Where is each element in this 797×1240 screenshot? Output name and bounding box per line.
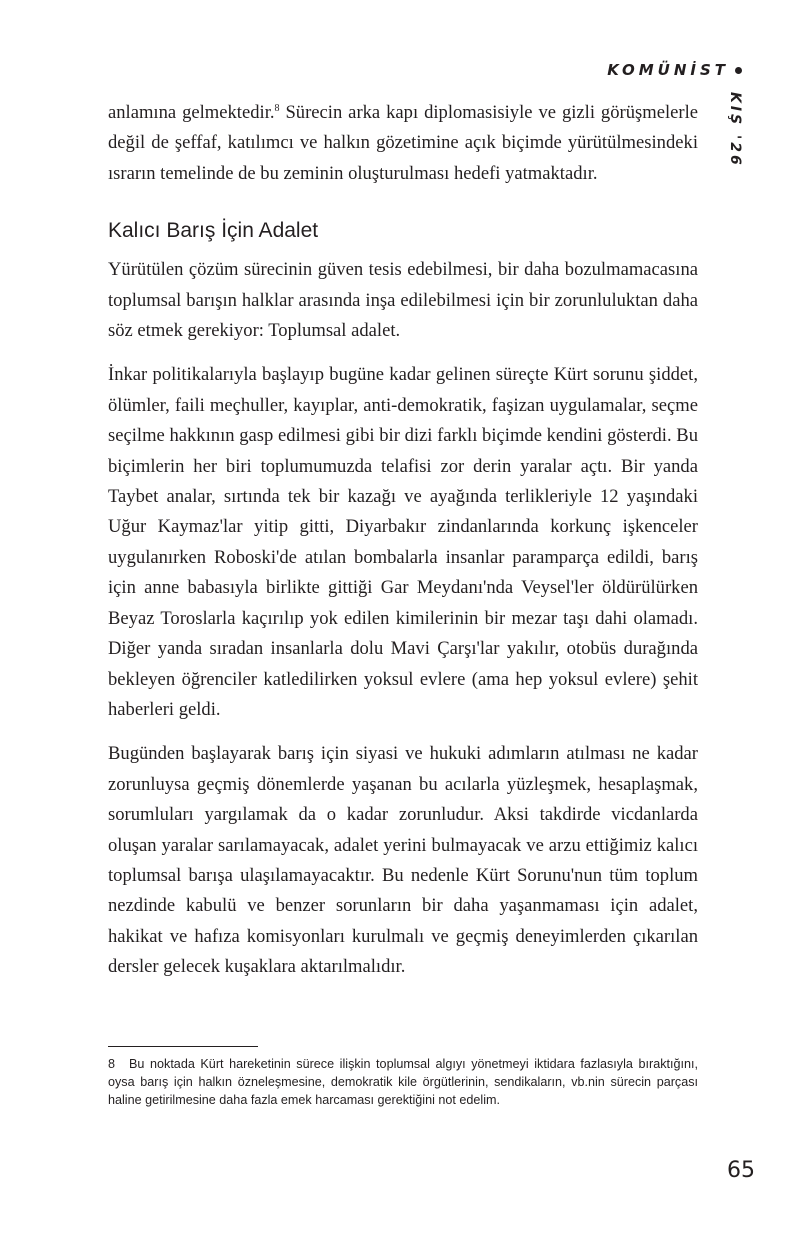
footnote-reference[interactable]: 8 [274,103,280,114]
footnote-number: 8 [108,1057,116,1071]
page-number: 65 [727,1158,755,1183]
bullet-dot-icon [735,67,742,74]
issue-tag: KIŞ '26 [727,92,743,168]
paragraph-3: İnkar politikalarıyla başlayıp bugüne kadar gelinen süreçte Kürt sorunu şiddet, ölümler, faili meçhuller, kayıplar, anti-demokratik, faşizan uygulamalar, seçme seçilme hakkının gasp edilmesi gibi bir dizi farklı biçimde kendini gösterdi. Bu biçimlerin her biri toplumumuzda telafisi zor derin yaralar açtı. Bir yanda Taybet analar, sırtında tek bir kazağı ve ayağında terlikleriyle 12 yaşındaki Uğur Kaymaz'lar yitip gitti, Diyarbakır zindanlarında korkunç işkenceler uygulanırken Roboski'de atılan bombalarla insanlar paramparça edildi, barış için anne babasıyla birlikte gittiği Gar Meydanı'nda Veysel'ler öldürülürken Beyaz Toroslarla kaçırılıp yok edilen kimilerinin bir mezar taşı dahi olamadı. Diğer yanda sıradan insanlarla dolu Mavi Çarşı'lar yakılır, otobüs durağında bekleyen öğrenciler katledilirken yoksul evlere (ama hep yoksul evlere) şehit haberleri geldi. [108,364,698,720]
paragraph-4: Bugünden başlayarak barış için siyasi ve hukuki adımların atılması ne kadar zorunluysa geçmiş dönemlerde yaşanan bu acılarla yüzleşmek, hesaplaşmak, sorumluları yargılamak da o kadar zorunludur. Aksi takdirde vicdanlarda oluşan yaralar sarılamayacak, adalet yerini bulmayacak ve arzu ettiğimiz kalıcı toplumsal barışa ulaşılamayacaktır. Bu nedenle Kürt Sorunu'nun tüm toplum nezdinde kabulü ve benzer sorunların bir daha yaşanmaması için adalet, hakikat ve hafıza komisyonları kurulmalı ve geçmiş deneyimlerden çıkarılan dersler gelecek kuşaklara aktarılmalıdır. [108,743,698,978]
paragraph-1-start: anlamına gelmektedir. [108,102,275,123]
paragraph-1 [108,98,698,189]
footnote-divider [108,1046,258,1047]
section-heading: Kalıcı Barış İçin Adalet [108,219,319,243]
running-head [607,61,742,79]
paragraph-2: Yürütülen çözüm sürecinin güven tesis edebilmesi, bir daha bozulmamacasına toplumsal barışın halklar arasında inşa edilebilmesi için bir zorunluluktan daha söz etmek gerekiyor: Toplumsal adalet. [108,259,698,342]
footnote-text: Bu noktada Kürt hareketinin sürece ilişkin toplumsal algıyı yönetmeyi iktidara fazlasıyla bıraktığını, oysa barış için halkın özneleşmesine, demokratik kile örgütlerinin, sendikaların, vb.nin sürecin parçası haline getirilmesine daha fazla emek harcaması gerektiğini not edelim. [108,1057,698,1107]
paragraph-1-rest: Sürecin arka kapı diplomasisiyle ve gizli görüşmelerle değil de şeffaf, katılımcı ve halkın gözetimine açık biçimde yürütülmesindeki ısrarın temelinde de bu zeminin oluşturulması hedefi yatmaktadır. [108,102,698,184]
journal-title: KOMÜNİST [607,61,729,79]
footnote [108,1055,698,1109]
main-text [108,98,698,983]
